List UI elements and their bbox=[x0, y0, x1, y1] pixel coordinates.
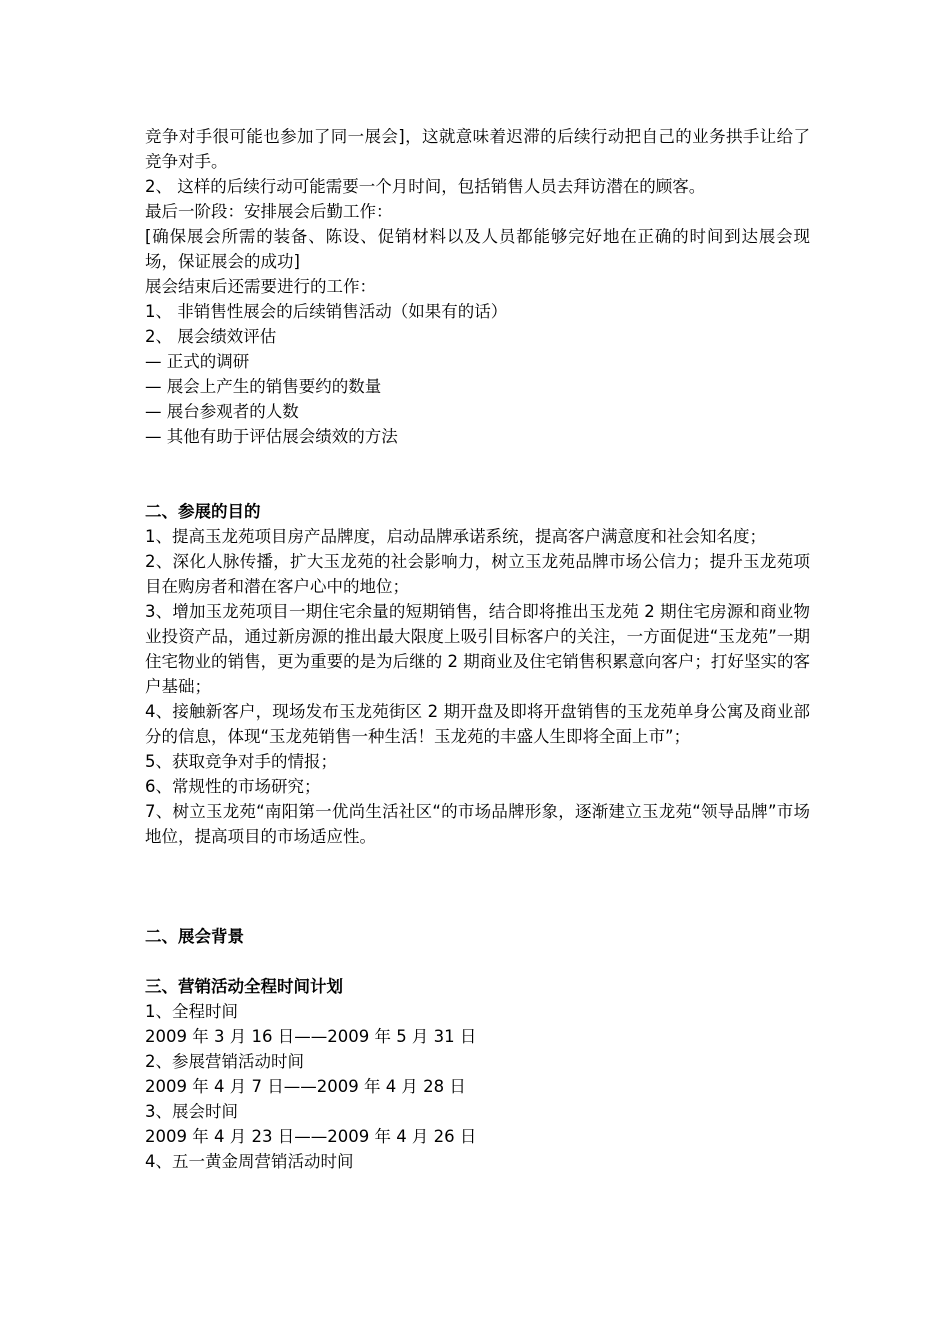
paragraph: 1、 非销售性展会的后续销售活动（如果有的话） bbox=[145, 302, 508, 321]
document-page bbox=[145, 124, 810, 1174]
schedule-line: 1、全程时间 bbox=[145, 1002, 238, 1021]
list-item: — 其他有助于评估展会绩效的方法 bbox=[145, 427, 398, 446]
schedule-line: 2009 年 4 月 7 日——2009 年 4 月 28 日 bbox=[145, 1077, 466, 1096]
paragraph: [确保展会所需的装备、陈设、促销材料以及人员都能够完好地在正确的时间到达展会现场，保证展会的成功] bbox=[145, 227, 810, 271]
list-item: — 展台参观者的人数 bbox=[145, 402, 299, 421]
spacer bbox=[145, 949, 810, 974]
list-item: — 展会上产生的销售要约的数量 bbox=[145, 377, 382, 396]
list-item: — 正式的调研 bbox=[145, 352, 250, 371]
spacer bbox=[145, 449, 810, 499]
section-heading-background: 二、展会背景 bbox=[145, 927, 244, 946]
list-item: 5、获取竞争对手的情报； bbox=[145, 752, 337, 771]
list-item: 2、深化人脉传播，扩大玉龙苑的社会影响力，树立玉龙苑品牌市场公信力；提升玉龙苑项目在购房者和潜在客户心中的地位； bbox=[145, 552, 810, 596]
list-item: 3、增加玉龙苑项目一期住宅余量的短期销售，结合即将推出玉龙苑 2 期住宅房源和商业物业投资产品，通过新房源的推出最大限度上吸引目标客户的关注，一方面促进“玉龙苑”一期住宅物业的销售，更为重要的是为后继的 2 期商业及住宅销售积累意向客户；打好坚实的客户基础； bbox=[145, 602, 810, 696]
schedule-line: 2009 年 4 月 23 日——2009 年 4 月 26 日 bbox=[145, 1127, 477, 1146]
schedule-line: 2、参展营销活动时间 bbox=[145, 1052, 304, 1071]
paragraph: 2、 这样的后续行动可能需要一个月时间，包括销售人员去拜访潜在的顾客。 bbox=[145, 177, 706, 196]
paragraph: 展会结束后还需要进行的工作： bbox=[145, 277, 376, 296]
schedule-line: 4、五一黄金周营销活动时间 bbox=[145, 1152, 354, 1171]
spacer bbox=[145, 849, 810, 924]
section-heading-purpose: 二、参展的目的 bbox=[145, 502, 261, 521]
paragraph: 最后一阶段：安排展会后勤工作： bbox=[145, 202, 393, 221]
schedule-line: 3、展会时间 bbox=[145, 1102, 238, 1121]
schedule-line: 2009 年 3 月 16 日——2009 年 5 月 31 日 bbox=[145, 1027, 477, 1046]
list-item: 7、树立玉龙苑“南阳第一优尚生活社区“的市场品牌形象，逐渐建立玉龙苑“领导品牌”市场地位，提高项目的市场适应性。 bbox=[145, 802, 810, 846]
list-item: 4、接触新客户，现场发布玉龙苑街区 2 期开盘及即将开盘销售的玉龙苑单身公寓及商业部分的信息，体现“玉龙苑销售一种生活！玉龙苑的丰盛人生即将全面上市”； bbox=[145, 702, 810, 746]
list-item: 6、常规性的市场研究； bbox=[145, 777, 321, 796]
section-heading-schedule: 三、营销活动全程时间计划 bbox=[145, 977, 343, 996]
paragraph: 2、 展会绩效评估 bbox=[145, 327, 277, 346]
paragraph: 竞争对手很可能也参加了同一展会]，这就意味着迟滞的后续行动把自己的业务拱手让给了竞争对手。 bbox=[145, 127, 810, 171]
list-item: 1、提高玉龙苑项目房产品牌度，启动品牌承诺系统，提高客户满意度和社会知名度； bbox=[145, 527, 766, 546]
